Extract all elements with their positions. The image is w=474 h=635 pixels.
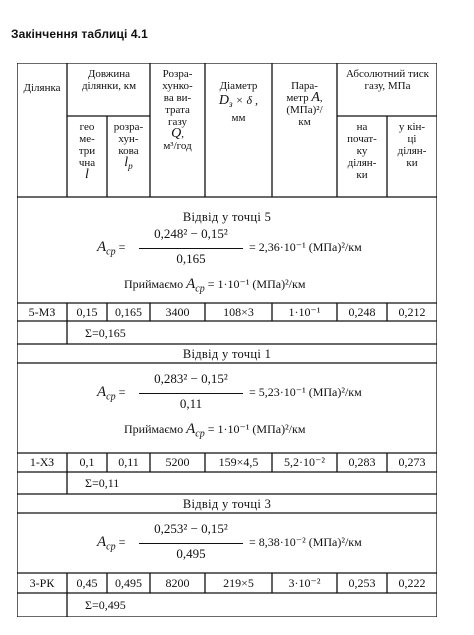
header-length-group: Довжина ділянки, км: [81, 68, 137, 92]
formula: $A_{ср}$ = 0,283² − 0,15² 0,11 = 5,23·10⁻¹ (МПа)²/км: [97, 371, 362, 411]
data-table: Ділянка Довжина ділянки, км гео ме- три чна l розра- хун- кова $l_p$ Розра- хунко- ва ви- трата газу Q, м³/год Діаметр $D_з \times \delta$ , мм Пара- метр A, (МПа)²/ км Абсолютний тиск газу, МПа на почат- ку ділян- ки у кін- ці ділян- ки Відвід у точці 5 $A_{ср}$ = 0,248² − 0,15² 0,165 = 2,36·10⁻¹ (МПа)²/км Приймаємо $A_{ср} = 1\cdot 10^{-1}$ (МПа)²/км 5-МЗ 0,15 0,165 3400 108×3 1·10⁻¹ 0,248 0,212 Σ=0,165 Відвід у точці 1 $A_{ср}$ = 0,283² − 0,15² 0,11 = 5,23·10⁻¹ (МПа)²/км Приймаємо $A_{ср} = 1\cdot 10^{-1}$ (МПа)²/км 1-ХЗ 0,1 0,11 5200 159×4,5 5,2·10⁻² 0,283 0,273 Σ=0,11 Відвід у точці 3 $A_{ср}$ = 0,253² − 0,15² 0,495 = 8,38·10⁻² (МПа)²/км 3-РК 0,45 0,495 8200 219×5 3·10⁻² 0,253 0,222 Σ=0,495: [17, 63, 437, 617]
header-pressure-start: на почат- ку ділян- ки: [347, 121, 377, 181]
header-section: Ділянка: [23, 82, 61, 94]
sum-length: Σ=0,165: [85, 326, 126, 340]
formula: $A_{ср}$ = 0,248² − 0,15² 0,165 = 2,36·10⁻¹ (МПа)²/км: [97, 226, 362, 266]
section-title: Відвід у точці 3: [182, 497, 272, 511]
header-diameter: Діаметр $D_з \times \delta$ , мм: [218, 80, 259, 125]
header-absolute-pressure: Абсолютний тиск газу, МПа: [346, 68, 429, 92]
table-caption: Закінчення таблиці 4.1: [11, 27, 148, 41]
section-title: Відвід у точці 1: [182, 347, 272, 361]
accepted-value: Приймаємо $A_{ср} = 1\cdot 10^{-1}$ (МПа)²/км: [124, 421, 306, 440]
header-parameter: Пара- метр A, (МПа)²/ км: [286, 80, 323, 128]
sum-length: Σ=0,11: [85, 476, 120, 490]
header-calculated-length: розра- хун- кова $l_p$: [113, 121, 144, 172]
section-title: Відвід у точці 5: [182, 210, 272, 224]
header-flow-rate: Розра- хунко- ва ви- трата газу Q, м³/год: [162, 68, 193, 152]
accepted-value: Приймаємо $A_{ср} = 1\cdot 10^{-1}$ (МПа)²/км: [124, 276, 306, 295]
sum-length: Σ=0,495: [85, 598, 126, 612]
header-pressure-end: у кін- ці ділян- ки: [397, 121, 427, 169]
formula: $A_{ср}$ = 0,253² − 0,15² 0,495 = 8,38·10⁻² (МПа)²/км: [97, 521, 362, 561]
header-geometric-length: гео ме- три чна l: [78, 121, 96, 182]
